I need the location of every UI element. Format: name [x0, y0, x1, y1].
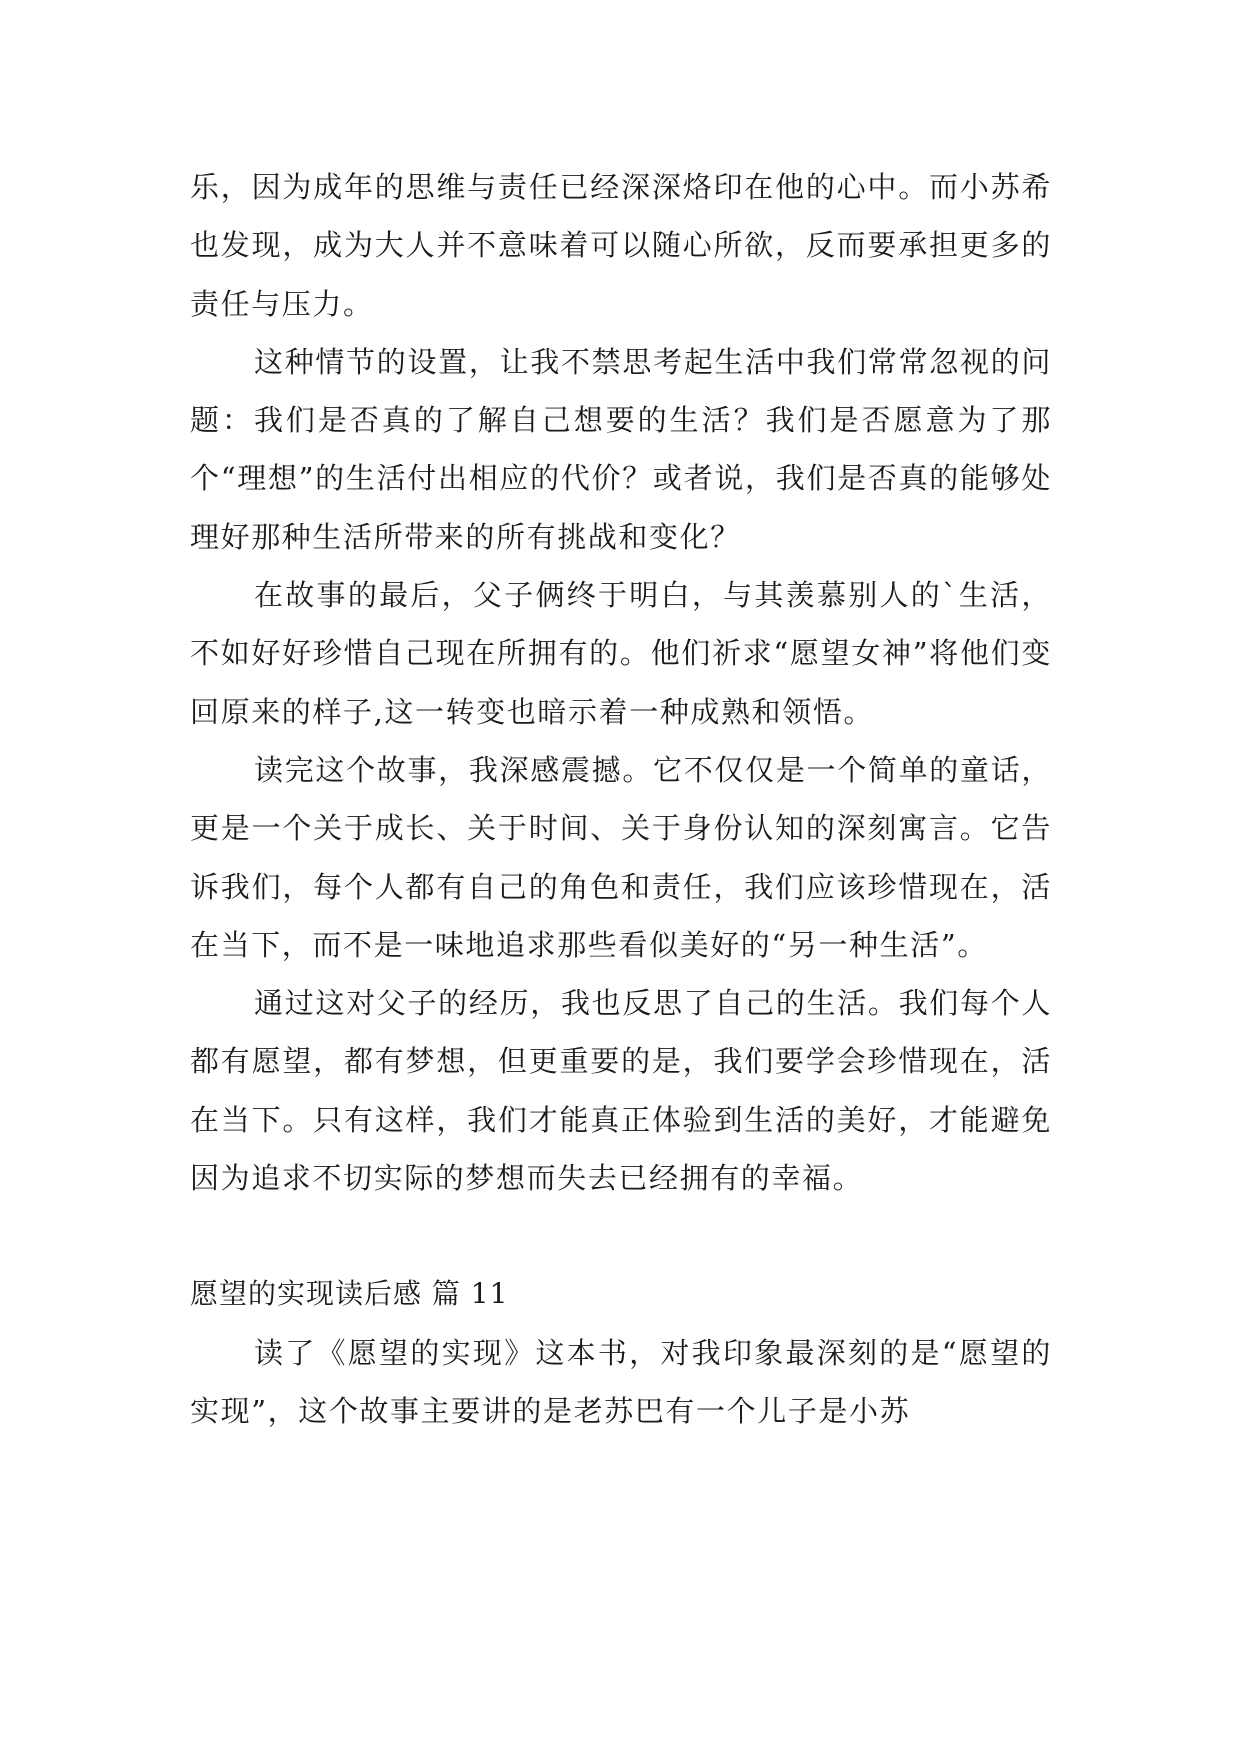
section-paragraph: 读了《愿望的实现》这本书，对我印象最深刻的是“愿望的实现”，这个故事主要讲的是老苏巴有一个儿子是小苏 [190, 1335, 1052, 1428]
paragraph: 通过这对父子的经历，我也反思了自己的生活。我们每个人都有愿望，都有梦想，但更重要的是，我们要学会珍惜现在，活在当下。只有这样，我们才能真正体验到生活的美好，才能避免因为追求不切实际的梦想而失去已经拥有的幸福。 [190, 986, 1052, 1196]
paragraph: 在故事的最后，父子俩终于明白，与其羡慕别人的`生活，不如好好珍惜自己现在所拥有的。他们祈求“愿望女神”将他们变回原来的样子,这一转变也暗示着一种成熟和领悟。 [190, 578, 1052, 729]
section-heading: 愿望的实现读后感 篇 11 [190, 1277, 509, 1311]
paragraph-continued: 乐，因为成年的思维与责任已经深深烙印在他的心中。而小苏希也发现，成为大人并不意味着可以随心所欲，反而要承担更多的责任与压力。 [190, 170, 1052, 321]
paragraph: 读完这个故事，我深感震撼。它不仅仅是一个简单的童话，更是一个关于成长、关于时间、关于身份认知的深刻寓言。它告诉我们，每个人都有自己的角色和责任，我们应该珍惜现在，活在当下，而不是一味地追求那些看似美好的“另一种生活”。 [190, 752, 1052, 962]
document-body [190, 158, 1052, 1440]
section-spacer [190, 1207, 1052, 1265]
paragraph: 这种情节的设置，让我不禁思考起生活中我们常常忽视的问题：我们是否真的了解自己想要的生活？我们是否愿意为了那个“理想”的生活付出相应的代价？或者说，我们是否真的能够处理好那种生活所带来的所有挑战和变化？ [190, 344, 1052, 554]
